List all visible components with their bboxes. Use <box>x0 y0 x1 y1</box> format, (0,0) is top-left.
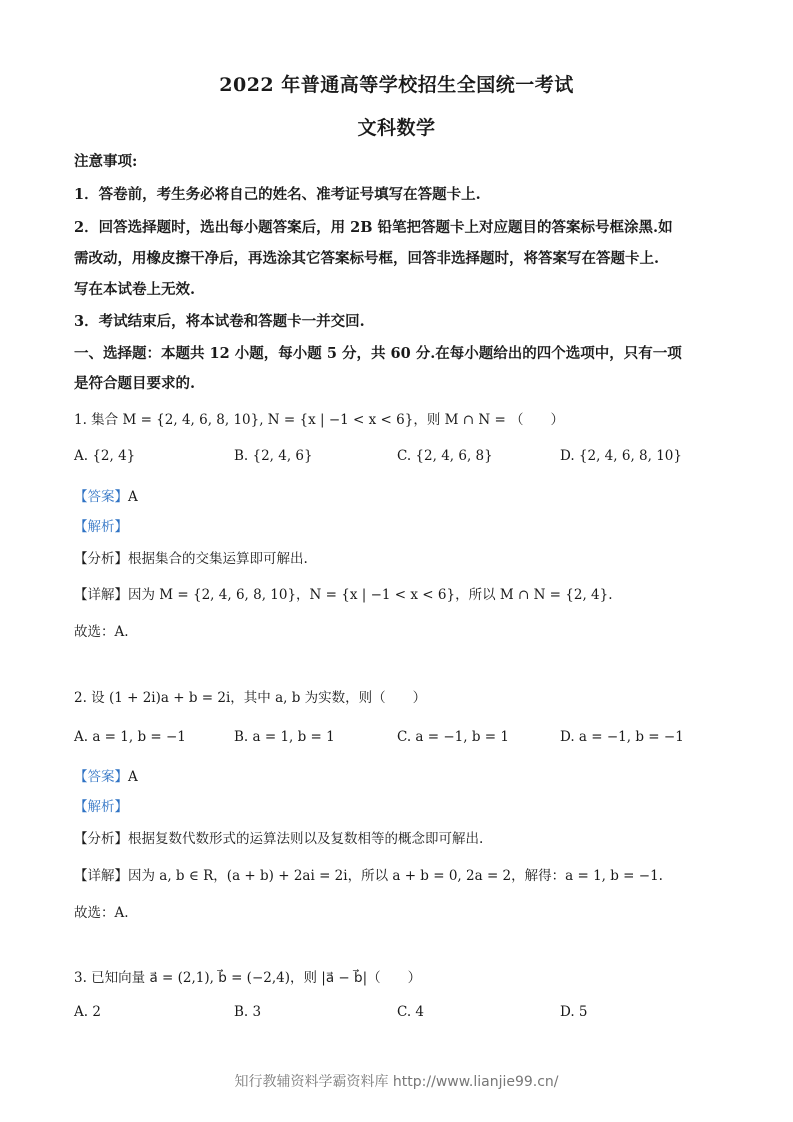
question-1-fenxi <box>74 547 723 567</box>
section-heading-line-2: 是符合题目要求的. <box>74 375 196 392</box>
note-item-2-line-2: 需改动，用橡皮擦干净后，再选涂其它答案标号框，回答非选择题时，将答案写在答题卡上. <box>74 250 660 267</box>
detail-text: 因为 M = {2, 4, 6, 8, 10}，N = {x | −1 < x < 6}，所以 M ∩ N = {2, 4}. <box>128 587 613 603</box>
question-2-option-d: D. a = −1, b = −1 <box>560 729 684 745</box>
note-item-2-line-1: 2．回答选择题时，选出每小题答案后，用 2B 铅笔把答题卡上对应题目的答案标号框涂黑.如 <box>74 219 673 236</box>
question-1-analysis-tag: 【解析】 <box>74 519 128 535</box>
answer-value: A <box>128 489 138 505</box>
question-2-option-a: A. a = 1, b = −1 <box>74 729 186 745</box>
question-2-answer <box>74 765 723 785</box>
answer-value: A <box>128 769 138 785</box>
answer-tag: 【答案】 <box>74 489 128 505</box>
fenxi-text: 根据复数代数形式的运算法则以及复数相等的概念即可解出. <box>128 831 484 847</box>
note-item-2-line-3: 写在本试卷上无效. <box>74 281 196 298</box>
question-2-option-c: C. a = −1, b = 1 <box>397 729 509 745</box>
exam-title: 2022 年普通高等学校招生全国统一考试 <box>219 74 574 96</box>
detail-tag: 【详解】 <box>74 587 128 603</box>
question-2-fenxi <box>74 827 723 847</box>
fenxi-text: 根据集合的交集运算即可解出. <box>128 551 308 567</box>
question-2-detail <box>74 864 723 884</box>
question-3-option-a: A. 2 <box>74 1004 101 1020</box>
question-1-choose: 故选：A. <box>74 624 129 640</box>
question-3-option-b: B. 3 <box>234 1004 262 1020</box>
note-item-1: 1．答卷前，考生务必将自己的姓名、准考证号填写在答题卡上. <box>74 186 481 203</box>
section-heading-line-1: 一、选择题：本题共 12 小题，每小题 5 分，共 60 分.在每小题给出的四个选项中，只有一项 <box>74 345 682 362</box>
question-1-option-c: C. {2, 4, 6, 8} <box>397 448 493 464</box>
question-2-choose: 故选：A. <box>74 905 129 921</box>
note-item-3: 3．考试结束后，将本试卷和答题卡一并交回. <box>74 313 365 330</box>
notes-heading: 注意事项: <box>74 153 138 170</box>
question-1-stem: 1. 集合 M = {2, 4, 6, 8, 10}, N = {x | −1 < x < 6}，则 M ∩ N = （ ） <box>74 412 565 428</box>
detail-text: 因为 a, b ∈ R，(a + b) + 2ai = 2i，所以 a + b = 0, 2a = 2，解得：a = 1, b = −1. <box>128 868 663 884</box>
question-2-option-b: B. a = 1, b = 1 <box>234 729 335 745</box>
question-3-option-d: D. 5 <box>560 1004 588 1020</box>
question-2-stem: 2. 设 (1 + 2i)a + b = 2i，其中 a, b 为实数，则（ ） <box>74 690 427 706</box>
question-1-option-b: B. {2, 4, 6} <box>234 448 313 464</box>
fenxi-tag: 【分析】 <box>74 551 128 567</box>
answer-tag: 【答案】 <box>74 769 128 785</box>
question-1-answer <box>74 485 723 505</box>
exam-subject: 文科数学 <box>357 117 436 139</box>
question-1-option-d: D. {2, 4, 6, 8, 10} <box>560 448 682 464</box>
question-2-analysis-tag: 【解析】 <box>74 799 128 815</box>
footer-watermark: 知行教辅资料学霸资料库 http://www.lianjie99.cn/ <box>234 1074 559 1090</box>
detail-tag: 【详解】 <box>74 868 128 884</box>
question-3-option-c: C. 4 <box>397 1004 425 1020</box>
question-1-option-a: A. {2, 4} <box>74 448 136 464</box>
question-1-detail <box>74 583 723 603</box>
fenxi-tag: 【分析】 <box>74 831 128 847</box>
question-3-stem: 3. 已知向量 a⃗ = (2,1), b⃗ = (−2,4)，则 |a⃗ − b⃗|（ ） <box>74 970 422 986</box>
